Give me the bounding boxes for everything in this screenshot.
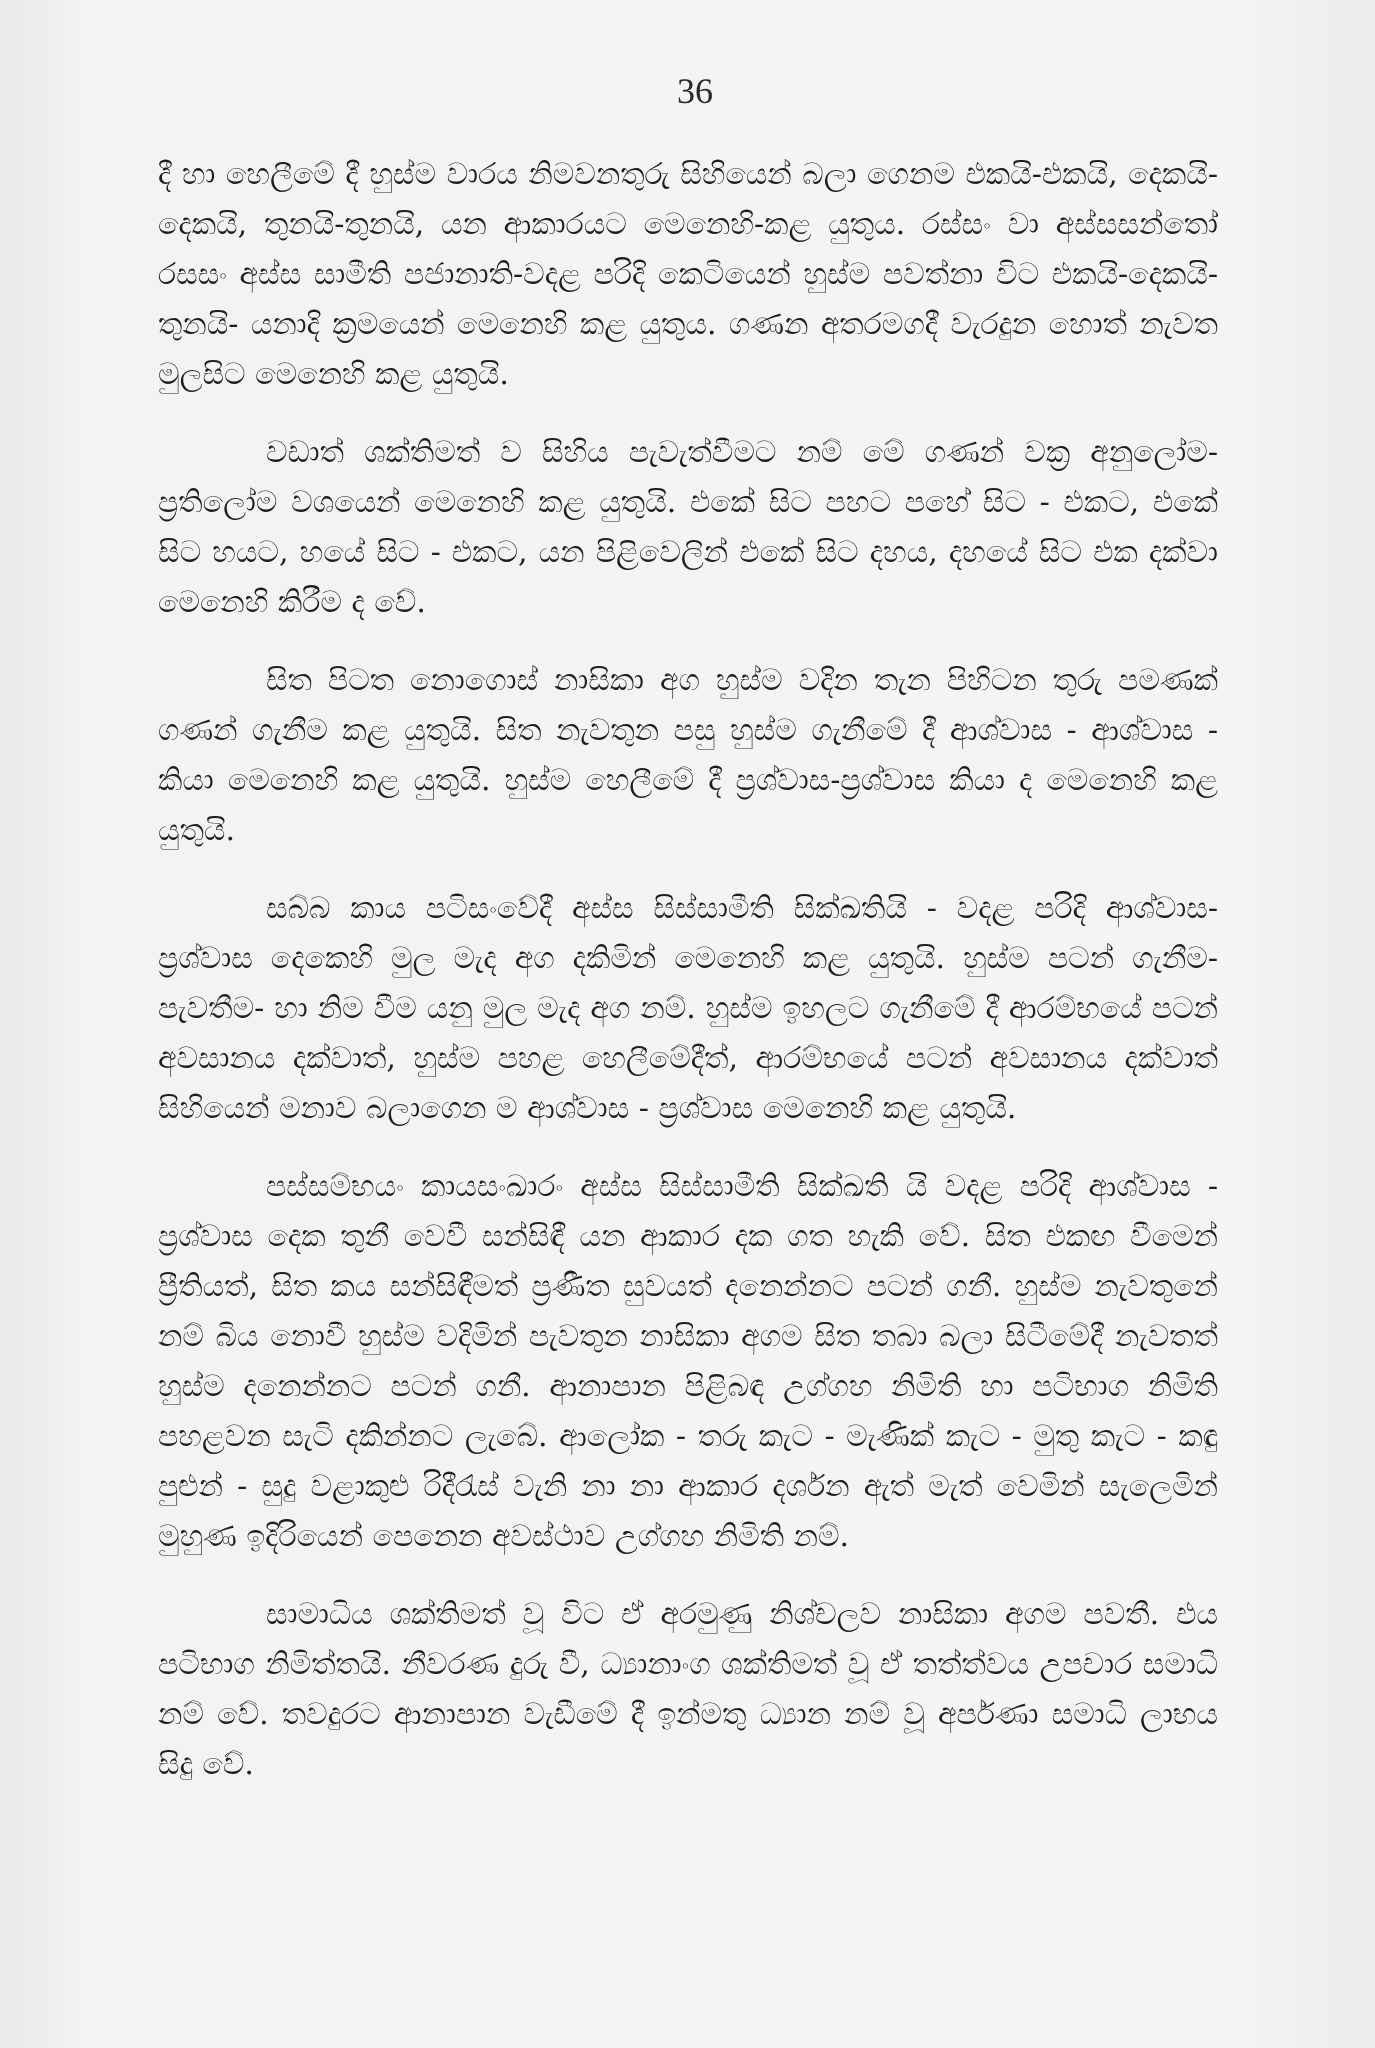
page-number: 36 bbox=[677, 71, 713, 111]
paragraph-4: සබ්බ කාය පටිසංවේදී අස්ස සිස්සාමීති සික්ඛතියි - වදළ පරිදි ආශ්වාස- ප්‍රශ්වාස දෙකෙහි මුල මැද අග දකිමින් මෙනෙහි කළ යුතුයි. හුස්ම පටන් ගැනීම- පැවතීම- හා නිම වීම යනු මුල මැද අග නම්. හුස්ම ඉහලට ගැනීමේ දී ආරම්භයේ පටන් අවසානය දක්වාත්, හුස්ම පහළ හෙලීමේදීත්, ආරම්භයේ පටන් අවසානය දක්වාත් සිහියෙන් මනාව බලාගෙන ම ආශ්වාස - ප්‍රශ්වාස මෙනෙහි කළ යුතුයි. bbox=[158, 891, 1218, 1126]
paragraph-3: සිත පිටත නොගොස් නාසිකා අග හුස්ම වදින තැන පිහිටන තුරු පමණක් ගණන් ගැනීම කළ යුතුයි. සිත නැවතුන පසු හුස්ම ගැනීමේ දී ආශ්වාස - ආශ්වාස - කියා මෙනෙහි කළ යුතුයි. හුස්ම හෙලීමේ දී ප්‍රශ්වාස-ප්‍රශ්වාස කියා ද මෙනෙහි කළ යුතුයි. bbox=[158, 663, 1218, 848]
paragraph-6: සාමාධිය ශක්තිමත් වූ විට ඒ අරමුණු නිශ්චලව නාසිකා අගම පවතී. එය පටිභාග නිමිත්තයි. නීවරණ දුරු වී, ධ්‍යානාංග ශක්තිමත් වූ ඒ තත්ත්වය උපචාර සමාධි නම් වේ. තවදුරට ආනාපාන වැඩීමේ දී ඉන්මතු ධ්‍යාන නම් වූ අර්පණා සමාධි ලාභය සිදු වේ. bbox=[158, 1597, 1218, 1782]
paragraph-2: වඩාත් ශක්තිමත් ව සිහිය පැවැත්වීමට නම් මේ ගණන් වක්‍ර අනුලෝම-ප්‍රතිලෝම වශයෙන් මෙනෙහි කළ යුතුයි. එකේ සිට පහට පහේ සිට - එකට, එකේ සිට හයට, හයේ සිට - එකට, යන පිළිවෙලින් එකේ සිට දහය, දහයේ සිට එක දක්වා මෙනෙහි කිරීම ද වේ. bbox=[158, 435, 1218, 620]
body-text bbox=[158, 150, 1218, 1818]
paragraph-1: දී හා හෙලීමේ දී හුස්ම වාරය නිමවනතුරු සිහියෙන් බලා ගෙනම එකයි-එකයි, දෙකයි-දෙකයි, තුනයි-තුනයි, යන ආකාරයට මෙනෙහි-කළ යුතුය. රස්සං වා අස්සසන්තෝ රසසං අස්ස සාමීති පජානාති-වදළ පරිදි කෙටියෙන් හුස්ම පවත්නා විට එකයි-දෙකයි-තුනයි- යනාදි ක්‍රමයෙන් මෙනෙහි කළ යුතුය. ගණන අතරමගදී වැරදුන හොත් නැවත මුලසිට මෙනෙහි කළ යුතුයි. bbox=[158, 157, 1218, 392]
paragraph-5: පස්සම්භයං කායසංඛාරං අස්ස සිස්සාමීති සික්ඛති යි වදළ පරිදි ආශ්වාස - ප්‍රශ්වාස දෙක තුනී වෙවී සන්සිඳී යන ආකාර දක ගත හැකි වේ. සිත එකඟ වීමෙන් ප්‍රීතියත්, සිත කය සන්සිඳීමත් ප්‍රණීත සුවයත් දනෙන්නට පටන් ගනී. හුස්ම නැවතුනේ නම් බිය නොවී හුස්ම වදිමින් පැවතුන නාසිකා අගම සිත තබා බලා සිටීමේදී නැවතත් හුස්ම දනෙන්නට පටන් ගනී. ආනාපාන පිළිබඳ උග්ගහ නිමිති හා පටිභාග නිමිති පහළවන සැටි දකින්නට ලැබේ. ආලෝක - තරු කැට - මැණික් කැට - මුතු කැට - කඳු පුළුන් - සුදු වළාකුළු රිදීරැස් වැනි නා නා ආකාර දර්ශන ඇත් මැත් වෙමින් සැලෙමින් මුහුණ ඉදිරියෙන් පෙනෙන අවස්ථාව උග්ගහ නිමිති නම්. bbox=[158, 1169, 1218, 1554]
